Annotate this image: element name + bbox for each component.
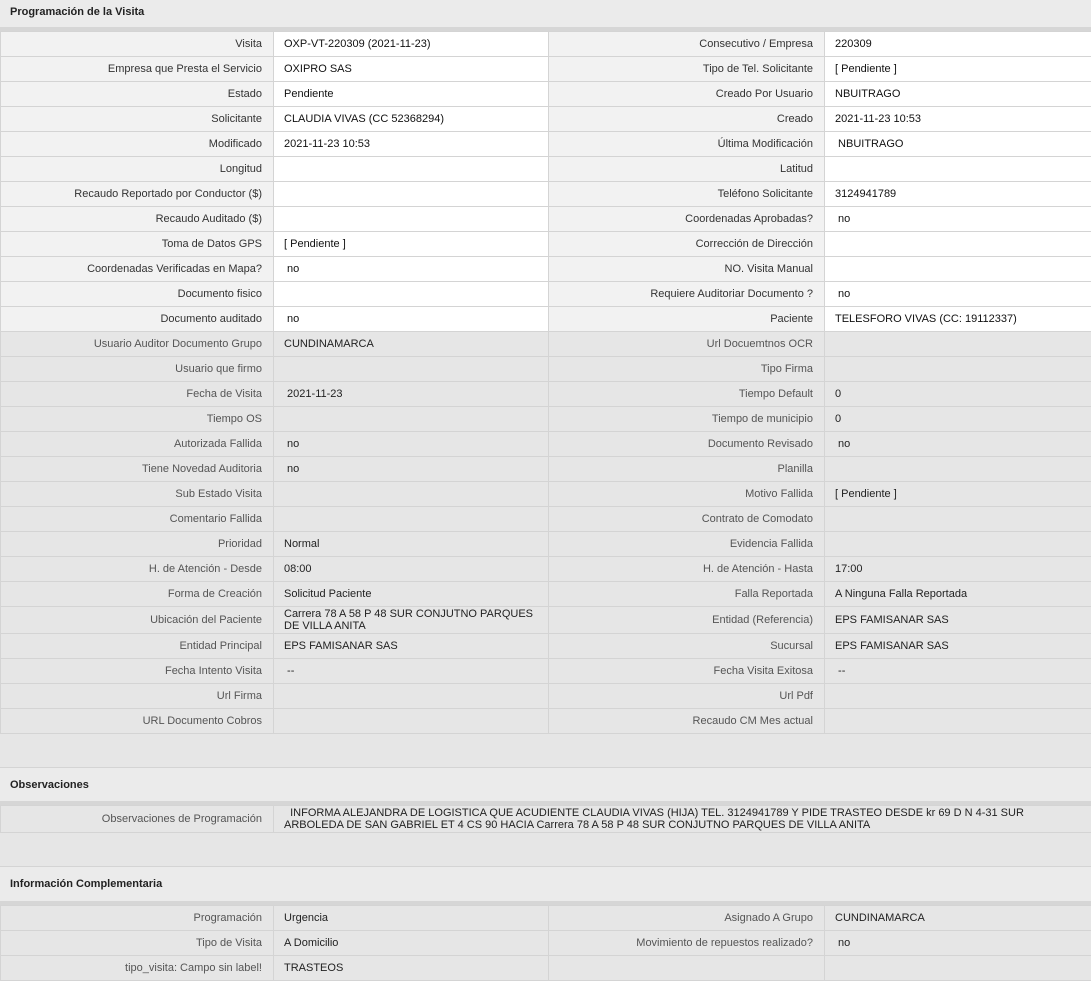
field-row — [1, 709, 1091, 734]
field-value-modificado: 2021-11-23 10:53 — [274, 132, 549, 157]
field-value-ultima-modificacion: NBUITRAGO — [825, 132, 1091, 157]
field-label: Usuario que firmo — [1, 357, 274, 382]
field-row — [1, 257, 1091, 282]
field-row — [1, 432, 1091, 457]
field-label: Modificado — [1, 132, 274, 157]
field-label: Longitud — [1, 157, 274, 182]
field-value-tiene-novedad-auditoria: no — [274, 457, 549, 482]
field-label: Toma de Datos GPS — [1, 232, 274, 257]
field-value-sub-estado-visita — [274, 482, 549, 507]
field-label: Tipo Firma — [549, 357, 825, 382]
field-label: Recaudo Auditado ($) — [1, 207, 274, 232]
field-label: Comentario Fallida — [1, 507, 274, 532]
field-value-longitud — [274, 157, 549, 182]
field-value-creado-por-usuario: NBUITRAGO — [825, 82, 1091, 107]
field-label: Fecha Visita Exitosa — [549, 659, 825, 684]
field-label: Tiempo OS — [1, 407, 274, 432]
field-value-fecha-visita-exitosa: -- — [825, 659, 1091, 684]
field-value-creado: 2021-11-23 10:53 — [825, 107, 1091, 132]
field-row — [1, 659, 1091, 684]
section-title: Programación de la Visita — [10, 6, 144, 18]
field-value-paciente: TELESFORO VIVAS (CC: 19112337) — [825, 307, 1091, 332]
field-label: Fecha Intento Visita — [1, 659, 274, 684]
field-row — [1, 182, 1091, 207]
field-row — [1, 634, 1091, 659]
field-value-entidad-referencia: EPS FAMISANAR SAS — [825, 607, 1091, 634]
field-row — [1, 482, 1091, 507]
field-value-recaudo-auditado — [274, 207, 549, 232]
field-value-correccion-de-direccion — [825, 232, 1091, 257]
field-value-url-documento-cobros — [274, 709, 549, 734]
field-label: Estado — [1, 82, 274, 107]
field-row — [1, 906, 1091, 931]
field-label: Entidad Principal — [1, 634, 274, 659]
field-value-evidencia-fallida — [825, 532, 1091, 557]
field-label: Asignado A Grupo — [549, 906, 825, 931]
field-label: Motivo Fallida — [549, 482, 825, 507]
field-row — [1, 582, 1091, 607]
field-value-entidad-principal: EPS FAMISANAR SAS — [274, 634, 549, 659]
field-value-estado: Pendiente — [274, 82, 549, 107]
field-label: Coordenadas Aprobadas? — [549, 207, 825, 232]
field-value-falla-reportada: A Ninguna Falla Reportada — [825, 582, 1091, 607]
field-row — [1, 557, 1091, 582]
field-value-documento-auditado: no — [274, 307, 549, 332]
field-value-visita: OXP-VT-220309 (2021-11-23) — [274, 32, 549, 57]
field-row — [1, 82, 1091, 107]
field-label: Documento fisico — [1, 282, 274, 307]
observations-value: INFORMA ALEJANDRA DE LOGISTICA QUE ACUDIENTE CLAUDIA VIVAS (HIJA) TEL. 3124941789 Y PIDE TRASTEO DESDE kr 69 D N 4-31 SUR ARBOLEDA DE SAN GABRIEL ET 4 CS 90 HACIA Carrera 78 A 58 P 48 SUR CONJUTNO PARQUES DE VILLA ANITA — [274, 806, 1091, 833]
field-value-h-de-atencion-hasta: 17:00 — [825, 557, 1091, 582]
field-value-toma-de-datos-gps: [ Pendiente ] — [274, 232, 549, 257]
field-value-requiere-auditoriar-documento: no — [825, 282, 1091, 307]
field-row — [1, 282, 1091, 307]
field-value-usuario-auditor-documento-grupo: CUNDINAMARCA — [274, 332, 549, 357]
field-label: Entidad (Referencia) — [549, 607, 825, 634]
field-value-solicitante: CLAUDIA VIVAS (CC 52368294) — [274, 107, 549, 132]
field-row — [1, 32, 1091, 57]
field-label: Latitud — [549, 157, 825, 182]
field-label: Tiempo de municipio — [549, 407, 825, 432]
field-label: Última Modificación — [549, 132, 825, 157]
field-label: Contrato de Comodato — [549, 507, 825, 532]
field-label: Tiene Novedad Auditoria — [1, 457, 274, 482]
field-row — [1, 684, 1091, 709]
field-value-sucursal: EPS FAMISANAR SAS — [825, 634, 1091, 659]
field-label: URL Documento Cobros — [1, 709, 274, 734]
field-label: Usuario Auditor Documento Grupo — [1, 332, 274, 357]
field-value-prioridad: Normal — [274, 532, 549, 557]
field-label: Tiempo Default — [549, 382, 825, 407]
visit-details-table — [0, 31, 1091, 734]
field-label: Recaudo Reportado por Conductor ($) — [1, 182, 274, 207]
field-row — [1, 931, 1091, 956]
field-row — [1, 507, 1091, 532]
field-label: Ubicación del Paciente — [1, 607, 274, 634]
field-label: Solicitante — [1, 107, 274, 132]
field-label: H. de Atención - Hasta — [549, 557, 825, 582]
complementary-info-table — [0, 905, 1091, 981]
field-row — [1, 607, 1091, 634]
field-value-h-de-atencion-desde: 08:00 — [274, 557, 549, 582]
field-row — [1, 457, 1091, 482]
field-value-usuario-que-firmo — [274, 357, 549, 382]
field-row — [1, 407, 1091, 432]
field-label: Recaudo CM Mes actual — [549, 709, 825, 734]
field-row — [1, 232, 1091, 257]
field-row — [1, 956, 1091, 981]
field-label: Coordenadas Verificadas en Mapa? — [1, 257, 274, 282]
field-value-documento-revisado: no — [825, 432, 1091, 457]
field-value-no-visita-manual — [825, 257, 1091, 282]
field-value-url-docuemtnos-ocr — [825, 332, 1091, 357]
field-label: Fecha de Visita — [1, 382, 274, 407]
field-label: Url Pdf — [549, 684, 825, 709]
section-header-complementaria — [0, 867, 1091, 905]
field-label: Documento Revisado — [549, 432, 825, 457]
section-title: Información Complementaria — [10, 878, 162, 890]
field-label: H. de Atención - Desde — [1, 557, 274, 582]
field-value-latitud — [825, 157, 1091, 182]
field-value-movimiento-de-repuestos-realizado: no — [825, 931, 1091, 956]
field-label: Empresa que Presta el Servicio — [1, 57, 274, 82]
field-value-empresa-que-presta-el-servicio: OXIPRO SAS — [274, 57, 549, 82]
field-label: Tipo de Tel. Solicitante — [549, 57, 825, 82]
field-label: Observaciones de Programación — [1, 806, 274, 833]
field-label: Requiere Auditoriar Documento ? — [549, 282, 825, 307]
field-row — [1, 157, 1091, 182]
field-label: Planilla — [549, 457, 825, 482]
field-row — [1, 307, 1091, 332]
field-value-tipo-de-tel-solicitante: [ Pendiente ] — [825, 57, 1091, 82]
field-value-tipo-de-visita: A Domicilio — [274, 931, 549, 956]
field-row — [1, 132, 1091, 157]
field-label: Sucursal — [549, 634, 825, 659]
field-row — [1, 357, 1091, 382]
field-value-documento-fisico — [274, 282, 549, 307]
field-label: Tipo de Visita — [1, 931, 274, 956]
field-row — [1, 532, 1091, 557]
field-value-tiempo-de-municipio: 0 — [825, 407, 1091, 432]
field-label: Paciente — [549, 307, 825, 332]
field-label — [549, 956, 825, 981]
field-label: Prioridad — [1, 532, 274, 557]
field-label: NO. Visita Manual — [549, 257, 825, 282]
field-value-ubicacion-del-paciente: Carrera 78 A 58 P 48 SUR CONJUTNO PARQUES DE VILLA ANITA — [274, 607, 549, 634]
field-label: Creado — [549, 107, 825, 132]
field-label: Autorizada Fallida — [1, 432, 274, 457]
field-value-fecha-de-visita: 2021-11-23 — [274, 382, 549, 407]
field-label: Corrección de Dirección — [549, 232, 825, 257]
field-label: Consecutivo / Empresa — [549, 32, 825, 57]
field-row — [1, 207, 1091, 232]
section-header-programacion — [0, 0, 1091, 31]
observations-table — [0, 805, 1091, 833]
field-value-recaudo-cm-mes-actual — [825, 709, 1091, 734]
field-label: Url Docuemtnos OCR — [549, 332, 825, 357]
section-title: Observaciones — [10, 779, 89, 791]
field-value-url-firma — [274, 684, 549, 709]
field-value-consecutivo-empresa: 220309 — [825, 32, 1091, 57]
field-value-fecha-intento-visita: -- — [274, 659, 549, 684]
field-value-url-pdf — [825, 684, 1091, 709]
field-label: Programación — [1, 906, 274, 931]
field-value-autorizada-fallida: no — [274, 432, 549, 457]
field-value-asignado-a-grupo: CUNDINAMARCA — [825, 906, 1091, 931]
field-label: Visita — [1, 32, 274, 57]
field-label: Sub Estado Visita — [1, 482, 274, 507]
field-row — [1, 332, 1091, 357]
field-value-tipo-firma — [825, 357, 1091, 382]
field-label: Movimiento de repuestos realizado? — [549, 931, 825, 956]
field-value-planilla — [825, 457, 1091, 482]
field-value-tiempo-default: 0 — [825, 382, 1091, 407]
field-label: Url Firma — [1, 684, 274, 709]
field-row — [1, 57, 1091, 82]
field-value-recaudo-reportado-por-conductor — [274, 182, 549, 207]
field-value-forma-de-creacion: Solicitud Paciente — [274, 582, 549, 607]
field-value- — [825, 956, 1091, 981]
field-label: Creado Por Usuario — [549, 82, 825, 107]
field-label: Falla Reportada — [549, 582, 825, 607]
field-value-telefono-solicitante: 3124941789 — [825, 182, 1091, 207]
field-value-coordenadas-aprobadas: no — [825, 207, 1091, 232]
field-value-coordenadas-verificadas-en-mapa: no — [274, 257, 549, 282]
field-label: Documento auditado — [1, 307, 274, 332]
field-value-tiempo-os — [274, 407, 549, 432]
section-gap — [0, 734, 1091, 768]
section-header-observaciones — [0, 768, 1091, 805]
field-value-contrato-de-comodato — [825, 507, 1091, 532]
field-value-motivo-fallida: [ Pendiente ] — [825, 482, 1091, 507]
section-gap — [0, 833, 1091, 867]
field-value-tipo-visita-campo-sin-label: TRASTEOS — [274, 956, 549, 981]
field-row — [1, 382, 1091, 407]
field-label: tipo_visita: Campo sin label! — [1, 956, 274, 981]
field-label: Evidencia Fallida — [549, 532, 825, 557]
field-row — [1, 107, 1091, 132]
field-value-programacion: Urgencia — [274, 906, 549, 931]
field-value-comentario-fallida — [274, 507, 549, 532]
field-label: Forma de Creación — [1, 582, 274, 607]
field-label: Teléfono Solicitante — [549, 182, 825, 207]
